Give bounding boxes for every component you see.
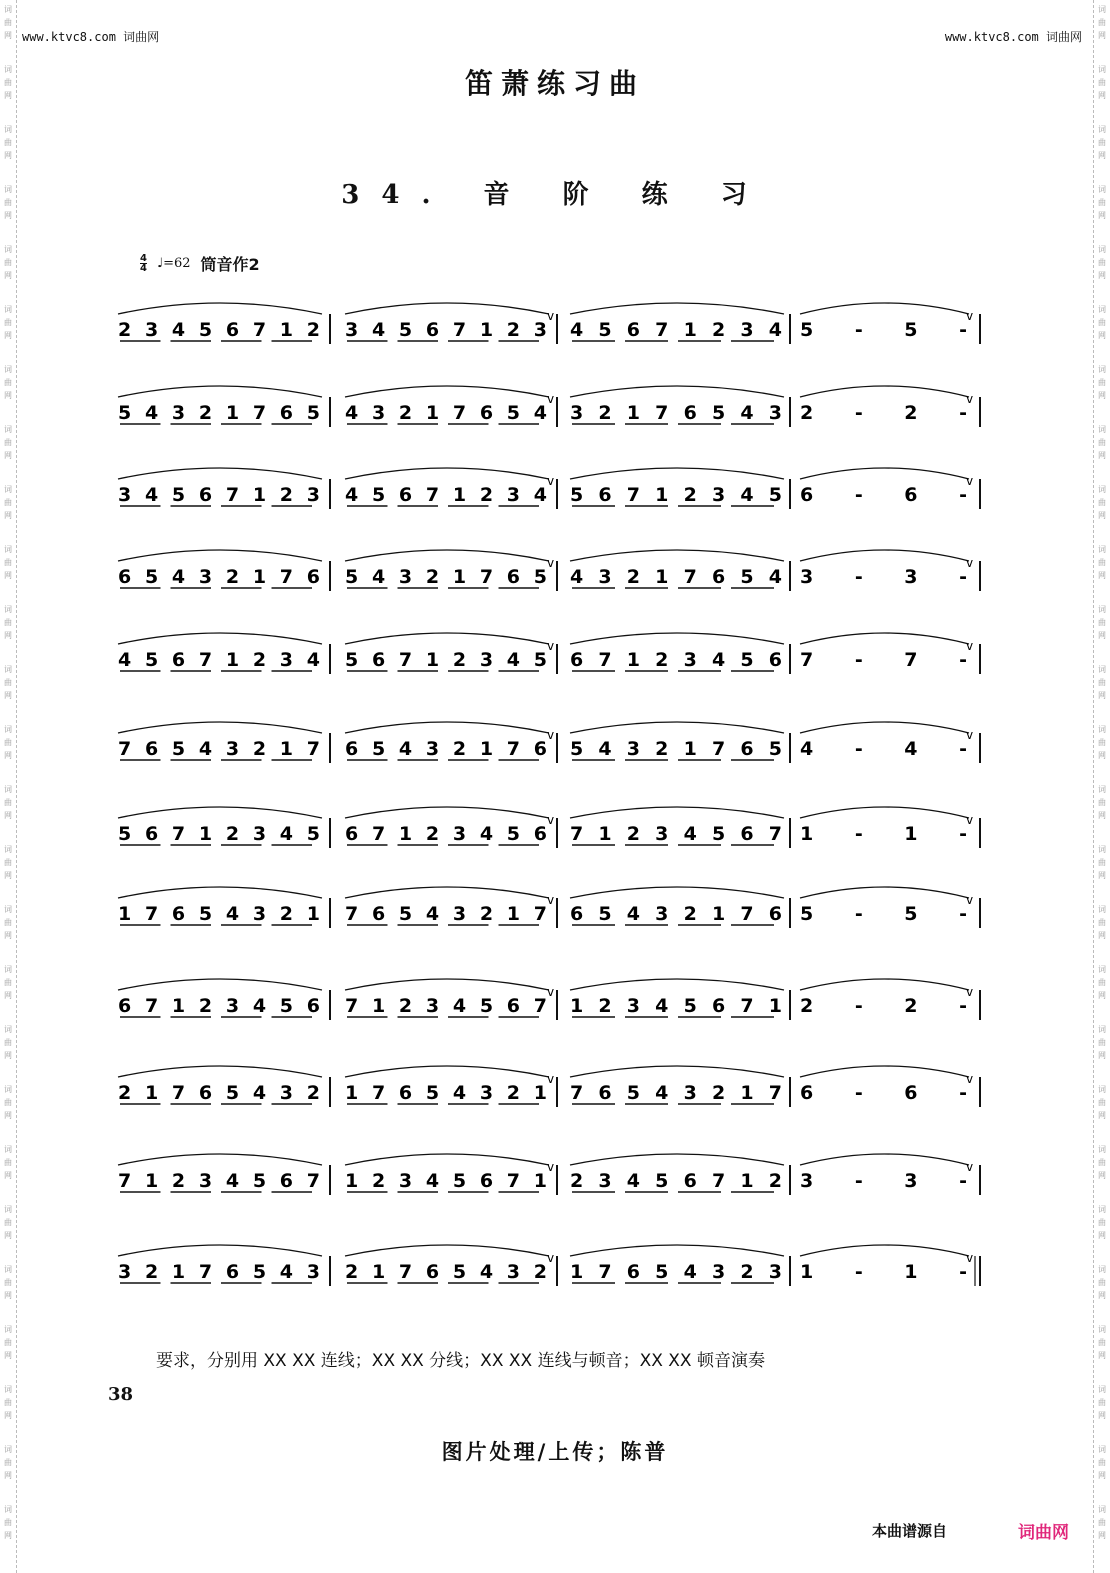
page-number: 38	[108, 1384, 134, 1405]
measure-notes: 4 5 6 7 1 2 3 4	[345, 484, 547, 506]
phrase-slur	[118, 550, 322, 561]
watermark-char: 曲	[4, 918, 12, 927]
watermark-char: 网	[4, 1171, 12, 1180]
measure-notes: 3 - 3 -	[800, 1170, 967, 1192]
watermark-char: 曲	[1098, 1038, 1106, 1047]
phrase-slur	[118, 722, 322, 733]
watermark-char: 网	[4, 631, 12, 640]
phrase-slur	[345, 550, 549, 561]
watermark-char: 曲	[4, 1278, 12, 1287]
watermark-char: 网	[1098, 31, 1106, 40]
watermark-char: 网	[4, 31, 12, 40]
phrase-slur	[800, 1245, 969, 1256]
phrase-slur	[345, 807, 549, 818]
watermark-char: 词	[4, 125, 12, 134]
watermark-char: 词	[1098, 65, 1106, 74]
measure-notes: 4 5 6 7 1 2 3 4	[570, 319, 782, 341]
breath-mark: v	[547, 728, 555, 742]
measure-notes: 4 5 6 7 1 2 3 4	[118, 649, 320, 671]
watermark-char: 词	[4, 485, 12, 494]
measure-notes: 1 - 1 -	[800, 1261, 967, 1283]
watermark-char: 词	[4, 1445, 12, 1454]
measure-notes: 1 2 3 4 5 6 7 1	[345, 1170, 547, 1192]
phrase-slur	[345, 887, 549, 898]
watermark-char: 曲	[1098, 138, 1106, 147]
measure-notes: 6 7 1 2 3 4 5 6	[118, 995, 320, 1017]
phrase-slur	[570, 468, 784, 479]
watermark-char: 曲	[1098, 918, 1106, 927]
watermark-char: 词	[1098, 1445, 1106, 1454]
phrase-slur	[118, 1154, 322, 1165]
watermark-char: 网	[1098, 511, 1106, 520]
watermark-char: 词	[1098, 905, 1106, 914]
measure-notes: 5 6 7 1 2 3 4 5	[118, 823, 320, 845]
phrase-slur	[118, 386, 322, 397]
measure-notes: 1 7 6 5 4 3 2 3	[570, 1261, 782, 1283]
watermark-char: 网	[4, 1051, 12, 1060]
watermark-char: 词	[4, 1205, 12, 1214]
measure-notes: 1 - 1 -	[800, 823, 967, 845]
upload-credit: 图片处理/上传；陈普	[441, 1439, 669, 1464]
watermark-char: 词	[1098, 1505, 1106, 1514]
phrase-slur	[118, 807, 322, 818]
watermark-char: 曲	[4, 438, 12, 447]
measure-notes: 7 6 5 4 3 2 1 7	[345, 903, 547, 925]
breath-mark: v	[966, 639, 974, 653]
watermark-char: 曲	[1098, 1218, 1106, 1227]
watermark-char: 曲	[1098, 318, 1106, 327]
measure-notes: 2 - 2 -	[800, 402, 967, 424]
watermark-char: 词	[1098, 185, 1106, 194]
watermark-char: 词	[4, 785, 12, 794]
watermark-char: 曲	[4, 1038, 12, 1047]
watermark-char: 曲	[1098, 198, 1106, 207]
breath-mark: v	[966, 985, 974, 999]
watermark-char: 曲	[1098, 1458, 1106, 1467]
watermark-char: 网	[1098, 151, 1106, 160]
watermark-char: 曲	[1098, 738, 1106, 747]
breath-mark: v	[966, 1251, 974, 1265]
watermark-char: 词	[4, 425, 12, 434]
watermark-char: 网	[4, 271, 12, 280]
phrase-slur	[570, 303, 784, 314]
measure-notes: 2 3 4 5 6 7 1 2	[118, 319, 320, 341]
watermark-char: 网	[1098, 271, 1106, 280]
watermark-char: 网	[1098, 91, 1106, 100]
watermark-char: 曲	[1098, 498, 1106, 507]
measure-notes: 3 4 5 6 7 1 2 3	[118, 484, 320, 506]
watermark-char: 词	[4, 725, 12, 734]
watermark-char: 网	[4, 751, 12, 760]
phrase-slur	[118, 1066, 322, 1077]
phrase-slur	[345, 468, 549, 479]
watermark-char: 网	[1098, 1411, 1106, 1420]
watermark-char: 词	[1098, 1205, 1106, 1214]
measure-notes: 5 4 3 2 1 7 6 5	[118, 402, 320, 424]
phrase-slur	[800, 979, 969, 990]
measure-notes: 7 1 2 3 4 5 6 7	[570, 823, 782, 845]
measure-notes: 4 3 2 1 7 6 5 4	[345, 402, 547, 424]
watermark-char: 词	[4, 1385, 12, 1394]
watermark-char: 词	[1098, 725, 1106, 734]
time-signature-bottom: 4	[140, 263, 147, 274]
watermark-char: 曲	[1098, 678, 1106, 687]
watermark-char: 网	[4, 1351, 12, 1360]
breath-mark: v	[547, 893, 555, 907]
measure-notes: 5 6 7 1 2 3 4 5	[570, 484, 782, 506]
measure-notes: 5 4 3 2 1 7 6 5	[345, 566, 547, 588]
watermark-char: 网	[1098, 691, 1106, 700]
breath-mark: v	[547, 639, 555, 653]
watermark-char: 曲	[4, 198, 12, 207]
breath-mark: v	[547, 1072, 555, 1086]
watermark-char: 网	[1098, 1111, 1106, 1120]
watermark-char: 网	[4, 391, 12, 400]
watermark-char: 词	[4, 845, 12, 854]
watermark-char: 曲	[4, 318, 12, 327]
watermark-char: 词	[4, 905, 12, 914]
watermark-char: 词	[1098, 1085, 1106, 1094]
watermark-char: 网	[4, 1231, 12, 1240]
watermark-char: 网	[1098, 1171, 1106, 1180]
breath-mark: v	[547, 1251, 555, 1265]
watermark-char: 词	[1098, 485, 1106, 494]
watermark-char: 网	[1098, 1531, 1106, 1540]
watermark-char: 网	[1098, 1351, 1106, 1360]
watermark-char: 曲	[4, 1338, 12, 1347]
watermark-char: 词	[4, 365, 12, 374]
watermark-char: 曲	[4, 258, 12, 267]
phrase-slur	[800, 633, 969, 644]
measure-notes: 2 1 7 6 5 4 3 2	[345, 1261, 547, 1283]
phrase-slur	[800, 887, 969, 898]
watermark-char: 曲	[1098, 978, 1106, 987]
phrase-slur	[570, 722, 784, 733]
performance-requirement: 要求，分别用 XX XX 连线；XX XX 分线；XX XX 连线与顿音；XX XX 顿音演奏	[156, 1351, 765, 1371]
watermark-char: 网	[4, 931, 12, 940]
breath-mark: v	[547, 813, 555, 827]
watermark-char: 曲	[4, 738, 12, 747]
watermark-char: 曲	[4, 1518, 12, 1527]
breath-mark: v	[966, 392, 974, 406]
phrase-slur	[118, 633, 322, 644]
book-title: 笛萧练习曲	[464, 67, 645, 100]
phrase-slur	[345, 386, 549, 397]
phrase-slur	[118, 979, 322, 990]
watermark-char: 词	[4, 1025, 12, 1034]
watermark-char: 曲	[1098, 558, 1106, 567]
watermark-char: 词	[1098, 1385, 1106, 1394]
watermark-char: 曲	[4, 378, 12, 387]
watermark-char: 网	[1098, 871, 1106, 880]
watermark-char: 词	[1098, 1265, 1106, 1274]
breath-mark: v	[547, 556, 555, 570]
phrase-slur	[800, 468, 969, 479]
watermark-char: 词	[1098, 245, 1106, 254]
breath-mark: v	[966, 893, 974, 907]
watermark-char: 网	[1098, 751, 1106, 760]
watermark-char: 词	[4, 1325, 12, 1334]
measure-notes: 6 5 4 3 2 1 7 6	[570, 903, 782, 925]
watermark-char: 曲	[4, 798, 12, 807]
phrase-slur	[345, 979, 549, 990]
watermark-char: 网	[4, 511, 12, 520]
watermark-char: 网	[4, 91, 12, 100]
watermark-char: 词	[4, 185, 12, 194]
phrase-slur	[800, 807, 969, 818]
watermark-char: 网	[4, 331, 12, 340]
watermark-char: 网	[1098, 331, 1106, 340]
phrase-slur	[570, 386, 784, 397]
watermark-char: 曲	[4, 1098, 12, 1107]
phrase-slur	[118, 1245, 322, 1256]
watermark-char: 网	[4, 1411, 12, 1420]
measure-notes: 3 2 1 7 6 5 4 3	[570, 402, 782, 424]
breath-mark: v	[547, 985, 555, 999]
measure-notes: 7 1 2 3 4 5 6 7	[345, 995, 547, 1017]
measure-notes: 1 7 6 5 4 3 2 1	[118, 903, 320, 925]
watermark-char: 网	[4, 991, 12, 1000]
watermark-char: 词	[1098, 605, 1106, 614]
tempo-marking: ♩=62	[156, 256, 191, 271]
phrase-slur	[570, 887, 784, 898]
measure-notes: 5 4 3 2 1 7 6 5	[570, 738, 782, 760]
measure-notes: 7 6 5 4 3 2 1 7	[118, 738, 320, 760]
watermark-char: 词	[1098, 785, 1106, 794]
watermark-char: 曲	[1098, 1098, 1106, 1107]
time-signature-top: 4	[140, 253, 147, 264]
watermark-char: 网	[1098, 1231, 1106, 1240]
measure-notes: 7 - 7 -	[800, 649, 967, 671]
watermark-char: 曲	[4, 618, 12, 627]
watermark-char: 网	[4, 871, 12, 880]
watermark-char: 曲	[4, 978, 12, 987]
watermark-char: 词	[1098, 1325, 1106, 1334]
phrase-slur	[570, 1154, 784, 1165]
phrase-slur	[570, 807, 784, 818]
watermark-char: 曲	[1098, 1518, 1106, 1527]
watermark-char: 网	[4, 1291, 12, 1300]
watermark-char: 网	[4, 211, 12, 220]
phrase-slur	[800, 550, 969, 561]
watermark-char: 词	[1098, 845, 1106, 854]
watermark-char: 曲	[1098, 798, 1106, 807]
watermark-char: 词	[4, 245, 12, 254]
measure-notes: 6 5 4 3 2 1 7 6	[118, 566, 320, 588]
breath-mark: v	[966, 556, 974, 570]
watermark-char: 曲	[1098, 78, 1106, 87]
phrase-slur	[570, 979, 784, 990]
phrase-slur	[345, 1245, 549, 1256]
breath-mark: v	[966, 474, 974, 488]
watermark-char: 词	[1098, 665, 1106, 674]
watermark-char: 词	[1098, 1145, 1106, 1154]
watermark-char: 词	[4, 1145, 12, 1154]
watermark-char: 网	[1098, 1051, 1106, 1060]
phrase-slur	[800, 386, 969, 397]
site-url-left: www.ktvc8.com 词曲网	[22, 30, 160, 44]
phrase-slur	[345, 303, 549, 314]
watermark-char: 网	[4, 811, 12, 820]
phrase-slur	[345, 1066, 549, 1077]
measure-notes: 6 5 4 3 2 1 7 6	[345, 738, 547, 760]
watermark-char: 曲	[1098, 618, 1106, 627]
watermark-char: 词	[1098, 125, 1106, 134]
watermark-char: 曲	[4, 138, 12, 147]
watermark-char: 词	[1098, 1025, 1106, 1034]
phrase-slur	[570, 1245, 784, 1256]
watermark-char: 曲	[4, 558, 12, 567]
watermark-char: 曲	[1098, 378, 1106, 387]
measure-notes: 6 - 6 -	[800, 1082, 967, 1104]
measure-notes: 5 6 7 1 2 3 4 5	[345, 649, 547, 671]
watermark-char: 词	[1098, 5, 1106, 14]
watermark-char: 词	[1098, 965, 1106, 974]
measure-notes: 4 3 2 1 7 6 5 4	[570, 566, 782, 588]
watermark-char: 曲	[4, 1218, 12, 1227]
site-url-right: www.ktvc8.com 词曲网	[944, 30, 1082, 44]
watermark-char: 曲	[4, 498, 12, 507]
phrase-slur	[345, 1154, 549, 1165]
source-label: 本曲谱源自	[872, 1522, 948, 1540]
measure-notes: 2 1 7 6 5 4 3 2	[118, 1082, 320, 1104]
watermark-char: 曲	[4, 18, 12, 27]
watermark-char: 网	[1098, 1291, 1106, 1300]
watermark-char: 曲	[4, 1158, 12, 1167]
measure-notes: 7 6 5 4 3 2 1 7	[570, 1082, 782, 1104]
watermark-char: 词	[1098, 365, 1106, 374]
phrase-slur	[800, 303, 969, 314]
watermark-char: 网	[1098, 811, 1106, 820]
watermark-char: 网	[4, 451, 12, 460]
measure-notes: 6 7 1 2 3 4 5 6	[570, 649, 782, 671]
watermark-char: 网	[1098, 631, 1106, 640]
watermark-char: 曲	[4, 78, 12, 87]
watermark-char: 曲	[1098, 1278, 1106, 1287]
watermark-char: 词	[1098, 545, 1106, 554]
watermark-char: 网	[1098, 391, 1106, 400]
watermark-char: 词	[1098, 305, 1106, 314]
watermark-char: 曲	[1098, 858, 1106, 867]
breath-mark: v	[547, 1160, 555, 1174]
watermark-char: 网	[1098, 931, 1106, 940]
breath-mark: v	[966, 728, 974, 742]
phrase-slur	[118, 303, 322, 314]
source-brand: 词曲网	[1018, 1523, 1069, 1543]
watermark-char: 网	[4, 1111, 12, 1120]
measure-notes: 5 - 5 -	[800, 319, 967, 341]
watermark-char: 网	[1098, 211, 1106, 220]
measure-notes: 4 - 4 -	[800, 738, 967, 760]
watermark-char: 词	[4, 545, 12, 554]
piece-title: 34. 音 阶 练 习	[341, 180, 769, 210]
watermark-char: 网	[1098, 991, 1106, 1000]
watermark-char: 曲	[1098, 18, 1106, 27]
watermark-char: 网	[4, 571, 12, 580]
watermark-char: 曲	[4, 1458, 12, 1467]
measure-notes: 3 - 3 -	[800, 566, 967, 588]
watermark-char: 网	[4, 151, 12, 160]
watermark-char: 曲	[1098, 258, 1106, 267]
breath-mark: v	[547, 309, 555, 323]
watermark-char: 网	[4, 1471, 12, 1480]
breath-mark: v	[547, 392, 555, 406]
phrase-slur	[570, 550, 784, 561]
measure-notes: 6 7 1 2 3 4 5 6	[345, 823, 547, 845]
watermark-char: 曲	[1098, 1158, 1106, 1167]
watermark-char: 网	[1098, 451, 1106, 460]
watermark-char: 曲	[4, 678, 12, 687]
measure-notes: 1 2 3 4 5 6 7 1	[570, 995, 782, 1017]
watermark-char: 网	[1098, 1471, 1106, 1480]
watermark-char: 词	[4, 305, 12, 314]
watermark-char: 词	[1098, 425, 1106, 434]
watermark-char: 词	[4, 665, 12, 674]
watermark-char: 网	[4, 691, 12, 700]
watermark-char: 曲	[4, 858, 12, 867]
breath-mark: v	[966, 1160, 974, 1174]
measure-notes: 3 2 1 7 6 5 4 3	[118, 1261, 320, 1283]
phrase-slur	[800, 722, 969, 733]
phrase-slur	[570, 633, 784, 644]
watermark-char: 词	[4, 605, 12, 614]
breath-mark: v	[966, 813, 974, 827]
measure-notes: 1 7 6 5 4 3 2 1	[345, 1082, 547, 1104]
phrase-slur	[800, 1066, 969, 1077]
measure-notes: 7 1 2 3 4 5 6 7	[118, 1170, 320, 1192]
fingering-note: 筒音作2	[200, 255, 260, 274]
watermark-char: 词	[4, 5, 12, 14]
watermark-char: 词	[4, 1505, 12, 1514]
watermark-char: 词	[4, 65, 12, 74]
measure-notes: 3 4 5 6 7 1 2 3	[345, 319, 547, 341]
watermark-char: 词	[4, 1265, 12, 1274]
watermark-char: 曲	[1098, 1398, 1106, 1407]
watermark-char: 网	[4, 1531, 12, 1540]
watermark-char: 曲	[1098, 438, 1106, 447]
phrase-slur	[345, 722, 549, 733]
watermark-char: 词	[4, 1085, 12, 1094]
phrase-slur	[118, 468, 322, 479]
phrase-slur	[570, 1066, 784, 1077]
measure-notes: 6 - 6 -	[800, 484, 967, 506]
watermark-char: 网	[1098, 571, 1106, 580]
breath-mark: v	[966, 1072, 974, 1086]
watermark-char: 曲	[1098, 1338, 1106, 1347]
measure-notes: 2 3 4 5 6 7 1 2	[570, 1170, 782, 1192]
phrase-slur	[345, 633, 549, 644]
breath-mark: v	[966, 309, 974, 323]
breath-mark: v	[547, 474, 555, 488]
phrase-slur	[118, 887, 322, 898]
measure-notes: 5 - 5 -	[800, 903, 967, 925]
watermark-char: 词	[4, 965, 12, 974]
phrase-slur	[800, 1154, 969, 1165]
measure-notes: 2 - 2 -	[800, 995, 967, 1017]
watermark-char: 曲	[4, 1398, 12, 1407]
